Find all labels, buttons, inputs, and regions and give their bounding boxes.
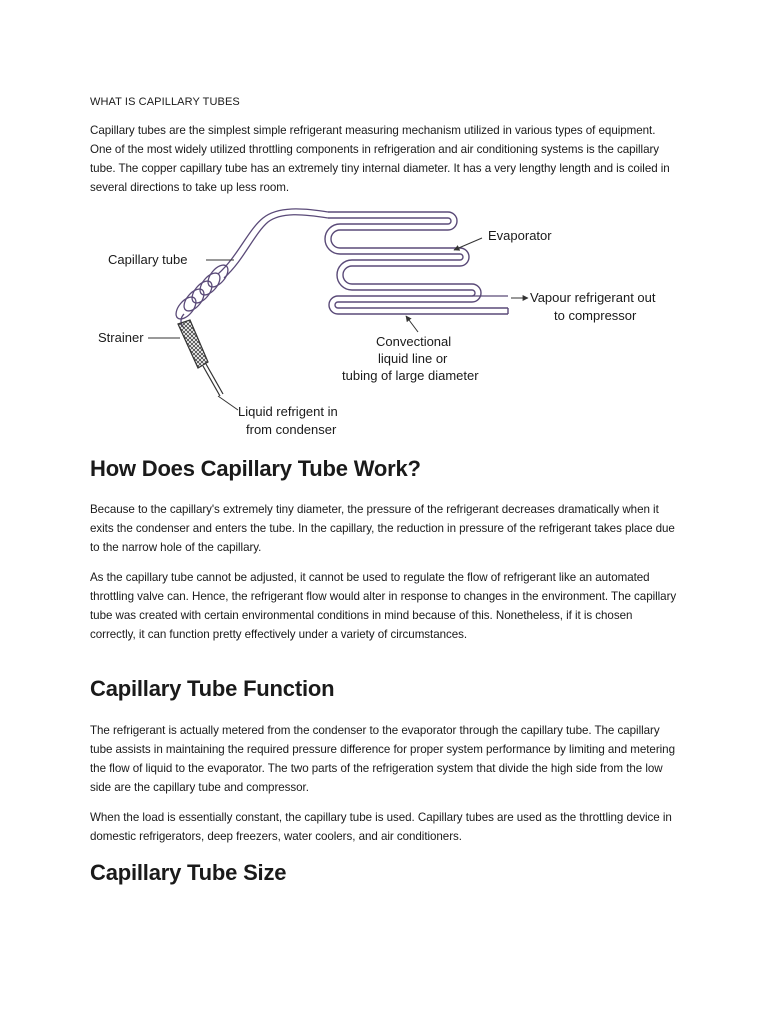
label-vapour-out-line1: Vapour refrigerant out <box>530 290 656 305</box>
strainer <box>178 320 223 396</box>
capillary-tube-diagram <box>88 196 688 446</box>
how-paragraph-2: As the capillary tube cannot be adjusted, it cannot be used to regulate the flow of refrigerant like an automated throttling valve can. Hence, the refrigerant flow would alter in response to changes in the environment. The capillary tube was created with certain environmental conditions in mind because of this. Nonetheless, if it is chosen correctly, it can function pretty effectively under a variety of circumstances. <box>90 571 677 641</box>
label-capillary-tube: Capillary tube <box>108 252 188 267</box>
heading-how-it-works: How Does Capillary Tube Work? <box>90 456 421 481</box>
label-strainer: Strainer <box>98 330 144 345</box>
function-paragraph-1: The refrigerant is actually metered from the condenser to the evaporator through the capillary tube. The capillary tube assists in maintaining the required pressure difference for proper system performance by limiting and metering the flow of liquid to the evaporator. The two parts of the refrigeration system that divide the high side from the low side are the capillary tube and compressor. <box>90 724 675 794</box>
label-convectional-line2: liquid line or <box>378 351 448 366</box>
intro-paragraph: Capillary tubes are the simplest simple refrigerant measuring mechanism utilized in various types of equipment. One of the most widely utilized throttling components in refrigeration and air conditioning systems is the capillary tube. The copper capillary tube has an extremely tiny internal diameter. It has a very lengthy length and is coiled in several directions to take up less room. <box>90 124 670 194</box>
label-leaders <box>148 238 528 410</box>
capillary-tube-line <box>218 209 328 278</box>
heading-size: Capillary Tube Size <box>90 860 287 885</box>
how-paragraph-1: Because to the capillary's extremely tiny diameter, the pressure of the refrigerant decreases dramatically when it exits the condenser and enters the tube. In the capillary, the reduction in pressure of the refrigerant takes place due to the narrow hole of the capillary. <box>90 503 675 554</box>
section-title: WHAT IS CAPILLARY TUBES <box>90 96 240 108</box>
function-paragraph-2: When the load is essentially constant, the capillary tube is used. Capillary tubes are used as the throttling device in domestic refrigerators, deep freezers, water coolers, and air conditioners. <box>90 811 672 843</box>
capillary-coils <box>172 262 231 328</box>
heading-function: Capillary Tube Function <box>90 676 335 701</box>
label-liquid-in-line1: Liquid refrigent in <box>238 404 338 419</box>
label-evaporator: Evaporator <box>488 228 552 243</box>
label-convectional-line1: Convectional <box>376 334 452 349</box>
evaporator-coil <box>325 212 508 314</box>
label-convectional-line3: tubing of large diameter <box>342 368 479 383</box>
label-liquid-in-line2: from condenser <box>246 422 337 437</box>
label-vapour-out-line2: to compressor <box>554 308 637 323</box>
